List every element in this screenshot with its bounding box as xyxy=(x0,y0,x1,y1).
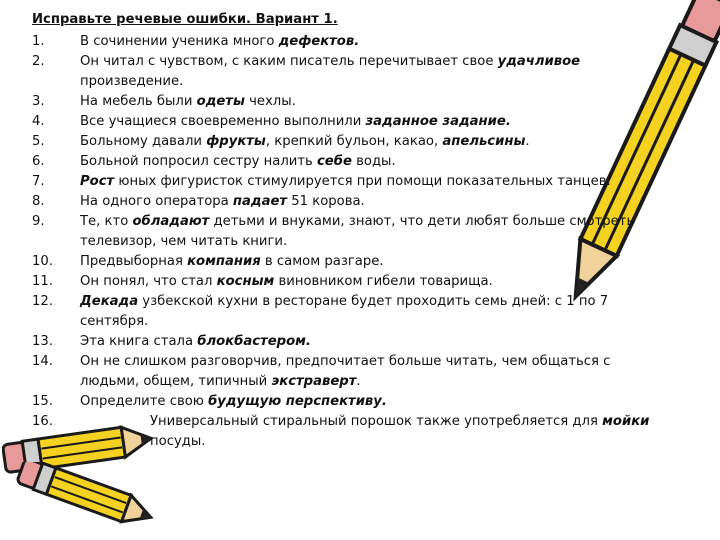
exercise-document xyxy=(32,10,672,452)
list-item xyxy=(32,32,672,52)
error-word: мойки xyxy=(602,414,650,429)
item-number: 14. xyxy=(32,354,53,369)
exercise-list xyxy=(32,32,672,452)
text-segment: юных фигуристок стимулируется при помощи показательных танцев. xyxy=(114,174,611,189)
error-word: компания xyxy=(187,254,261,269)
text-segment: виновником гибели товарища. xyxy=(274,274,493,289)
error-word: фрукты xyxy=(206,134,266,149)
item-text xyxy=(80,52,672,92)
list-item xyxy=(32,272,672,292)
list-item xyxy=(32,112,672,132)
text-segment: На одного оператора xyxy=(80,194,233,209)
text-segment: в самом разгаре. xyxy=(260,254,384,269)
list-item xyxy=(32,92,672,112)
item-number: 10. xyxy=(32,254,53,269)
text-segment: Те, кто xyxy=(80,214,133,229)
item-text xyxy=(80,152,672,172)
item-text xyxy=(80,412,672,452)
text-segment: На мебель были xyxy=(80,94,197,109)
item-number: 3. xyxy=(32,94,45,109)
item-number: 12. xyxy=(32,294,53,309)
item-text xyxy=(80,272,672,292)
text-segment: , крепкий бульон, какао, xyxy=(265,134,443,149)
text-segment: произведение. xyxy=(80,74,184,89)
text-segment: Больному давали xyxy=(80,134,207,149)
item-number: 2. xyxy=(32,54,45,69)
error-word: Рост xyxy=(80,174,115,189)
item-text xyxy=(80,252,672,272)
text-segment: детьми и внуками, знают, что дети любят больше смотреть телевизор, чем читать книги. xyxy=(80,214,635,249)
list-item xyxy=(32,352,672,392)
text-segment: В сочинении ученика много xyxy=(80,34,279,49)
item-text xyxy=(80,132,672,152)
error-word: заданное задание. xyxy=(365,114,511,129)
item-number: 6. xyxy=(32,154,45,169)
list-item xyxy=(32,392,672,412)
text-segment: посуды. xyxy=(150,434,206,449)
list-item xyxy=(32,152,672,172)
list-item xyxy=(32,212,672,252)
text-segment: Он не слишком разговорчив, предпочитает больше читать, чем общаться с людьми, общем, типичный xyxy=(80,354,611,389)
error-word: одеты xyxy=(196,94,245,109)
text-segment: Он понял, что стал xyxy=(80,274,217,289)
item-text xyxy=(80,212,672,252)
error-word: апельсины xyxy=(442,134,526,149)
list-item xyxy=(32,132,672,152)
page-title: Исправьте речевые ошибки. Вариант 1. xyxy=(32,12,338,27)
item-number: 15. xyxy=(32,394,53,409)
text-segment: Он читал с чувством, с каким писатель перечитывает свое xyxy=(80,54,498,69)
item-text xyxy=(80,192,672,212)
item-text xyxy=(80,172,672,192)
error-word: блокбастером. xyxy=(197,334,311,349)
list-item xyxy=(32,52,672,92)
pencil-icon xyxy=(14,462,164,532)
item-number: 5. xyxy=(32,134,45,149)
item-text xyxy=(80,392,672,412)
item-number: 8. xyxy=(32,194,45,209)
text-segment: Определите свою xyxy=(80,394,209,409)
text-segment: Универсальный стиральный порошок также употребляется для xyxy=(150,414,603,429)
text-segment: чехлы. xyxy=(244,94,296,109)
text-segment: узбекской кухни в ресторане будет проходить семь дней: с 1 по 7 сентября. xyxy=(80,294,609,329)
list-item xyxy=(32,412,672,452)
item-text xyxy=(80,92,672,112)
list-item xyxy=(32,192,672,212)
item-number: 7. xyxy=(32,174,45,189)
error-word: Декада xyxy=(80,294,139,309)
item-number: 4. xyxy=(32,114,45,129)
text-segment: Все учащиеся своевременно выполнили xyxy=(80,114,366,129)
error-word: будущую перспективу. xyxy=(208,394,387,409)
list-item xyxy=(32,172,672,192)
error-word: удачливое xyxy=(497,54,581,69)
text-segment: Эта книга стала xyxy=(80,334,198,349)
text-segment: . xyxy=(356,374,361,389)
error-word: экстраверт xyxy=(271,374,357,389)
list-item xyxy=(32,332,672,352)
item-text xyxy=(80,332,672,352)
error-word: падает xyxy=(232,194,288,209)
item-text xyxy=(80,352,672,392)
text-segment: 51 корова. xyxy=(287,194,365,209)
item-text xyxy=(80,112,672,132)
item-text xyxy=(80,292,672,332)
list-item xyxy=(32,252,672,272)
text-segment: воды. xyxy=(351,154,396,169)
error-word: дефектов. xyxy=(278,34,360,49)
text-segment: Больной попросил сестру налить xyxy=(80,154,317,169)
item-number: 13. xyxy=(32,334,53,349)
item-number: 11. xyxy=(32,274,53,289)
text-segment: Предвыборная xyxy=(80,254,188,269)
item-text xyxy=(80,32,672,52)
error-word: косным xyxy=(216,274,275,289)
error-word: себе xyxy=(316,154,352,169)
item-number: 16. xyxy=(32,414,53,429)
item-number: 9. xyxy=(32,214,45,229)
error-word: обладают xyxy=(132,214,210,229)
item-number: 1. xyxy=(32,34,45,49)
text-segment: . xyxy=(525,134,530,149)
list-item xyxy=(32,292,672,332)
